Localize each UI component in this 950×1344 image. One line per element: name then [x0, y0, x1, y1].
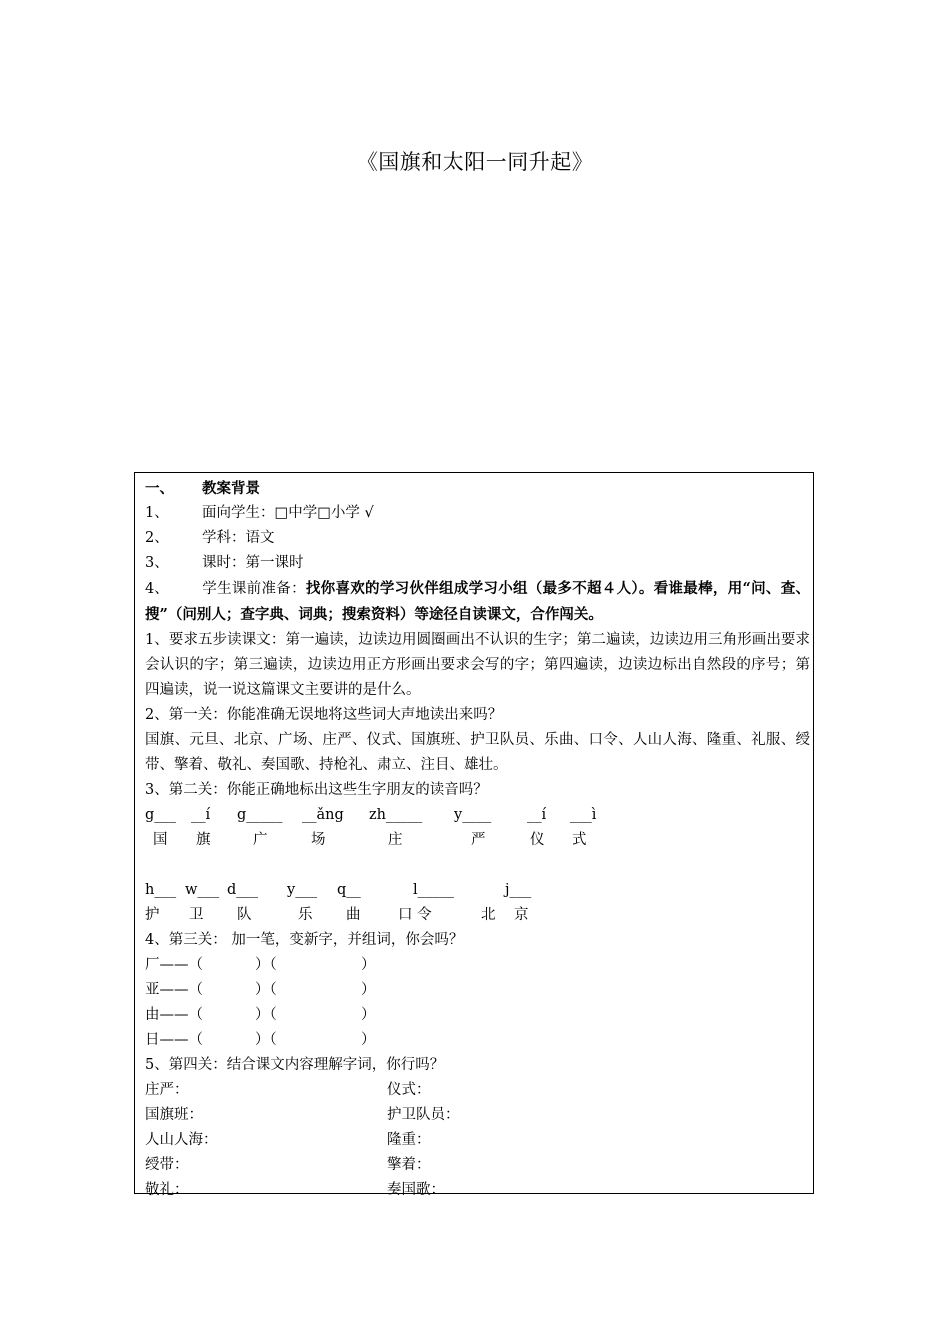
char-row-2: 护 卫 队 乐 曲 口 令 北 京 — [145, 907, 529, 923]
document-title: 《国旗和太阳一同升起》 — [356, 150, 594, 174]
item-period: 3、 课时：第一课时 — [145, 555, 304, 571]
term-row: 国旗班： 护卫队员： — [145, 1107, 460, 1123]
term-row: 绶带： 擎着： — [145, 1157, 431, 1173]
lesson-plan-content — [145, 476, 810, 1203]
step3-question: 3、第二关：你能正确地标出这些生字朋友的读音吗？ — [145, 782, 488, 798]
char-row-1: 国 旗 广 场 庄 严 仪 式 — [153, 832, 587, 848]
pinyin-row-1: g___ __í g_____ __ǎng zh_____ y____ __í ___ì — [145, 807, 597, 823]
step2-word-list: 国旗、元旦、北京、广场、庄严、仪式、国旗班、护卫队员、乐曲、口令、人山人海、隆重、礼服、绶带、擎着、敬礼、奏国歌、持枪礼、肃立、注目、雄壮。 — [145, 732, 810, 773]
item-students: 1、 面向学生：□中学□小学 √ — [145, 505, 374, 521]
add-stroke-row: 日——（ ）（ ） — [145, 1032, 376, 1048]
item-preparation: 4、 学生课前准备：找你喜欢的学习伙伴组成学习小组（最多不超４人）。看谁最棒，用“问、查、搜”（问别人；查字典、词典；搜索资料）等途径自读课文，合作闯关。 — [145, 580, 811, 623]
step4-question: 4、第三关： 加一笔，变新字，并组词，你会吗？ — [145, 932, 464, 948]
section-heading: 一、 教案背景 — [145, 480, 260, 497]
add-stroke-row: 厂——（ ）（ ） — [145, 957, 376, 973]
term-row: 庄严： 仪式： — [145, 1082, 431, 1098]
term-row: 敬礼： 奏国歌： — [145, 1182, 445, 1198]
add-stroke-row: 亚——（ ）（ ） — [145, 982, 376, 998]
item-subject: 2、 学科：语文 — [145, 530, 275, 546]
step5-question: 5、第四关：结合课文内容理解字词，你行吗？ — [145, 1057, 445, 1073]
step2-question: 2、第一关：你能准确无误地将这些词大声地读出来吗？ — [145, 707, 503, 723]
add-stroke-row: 由——（ ）（ ） — [145, 1007, 376, 1023]
term-row: 人山人海： 隆重： — [145, 1132, 431, 1148]
step-read-five-times: 1、要求五步读课文：第一遍读，边读边用圆圈画出不认识的生字；第二遍读，边读边用三角形画出要求会认识的字；第三遍读，边读边用正方形画出要求会写的字；第四遍读，边读边标出自然段的序号；第四遍读，说一说这篇课文主要讲的是什么。 — [145, 632, 810, 698]
pinyin-row-2: h___ w___ d___ y___ q__ l_____ j___ — [145, 882, 532, 898]
